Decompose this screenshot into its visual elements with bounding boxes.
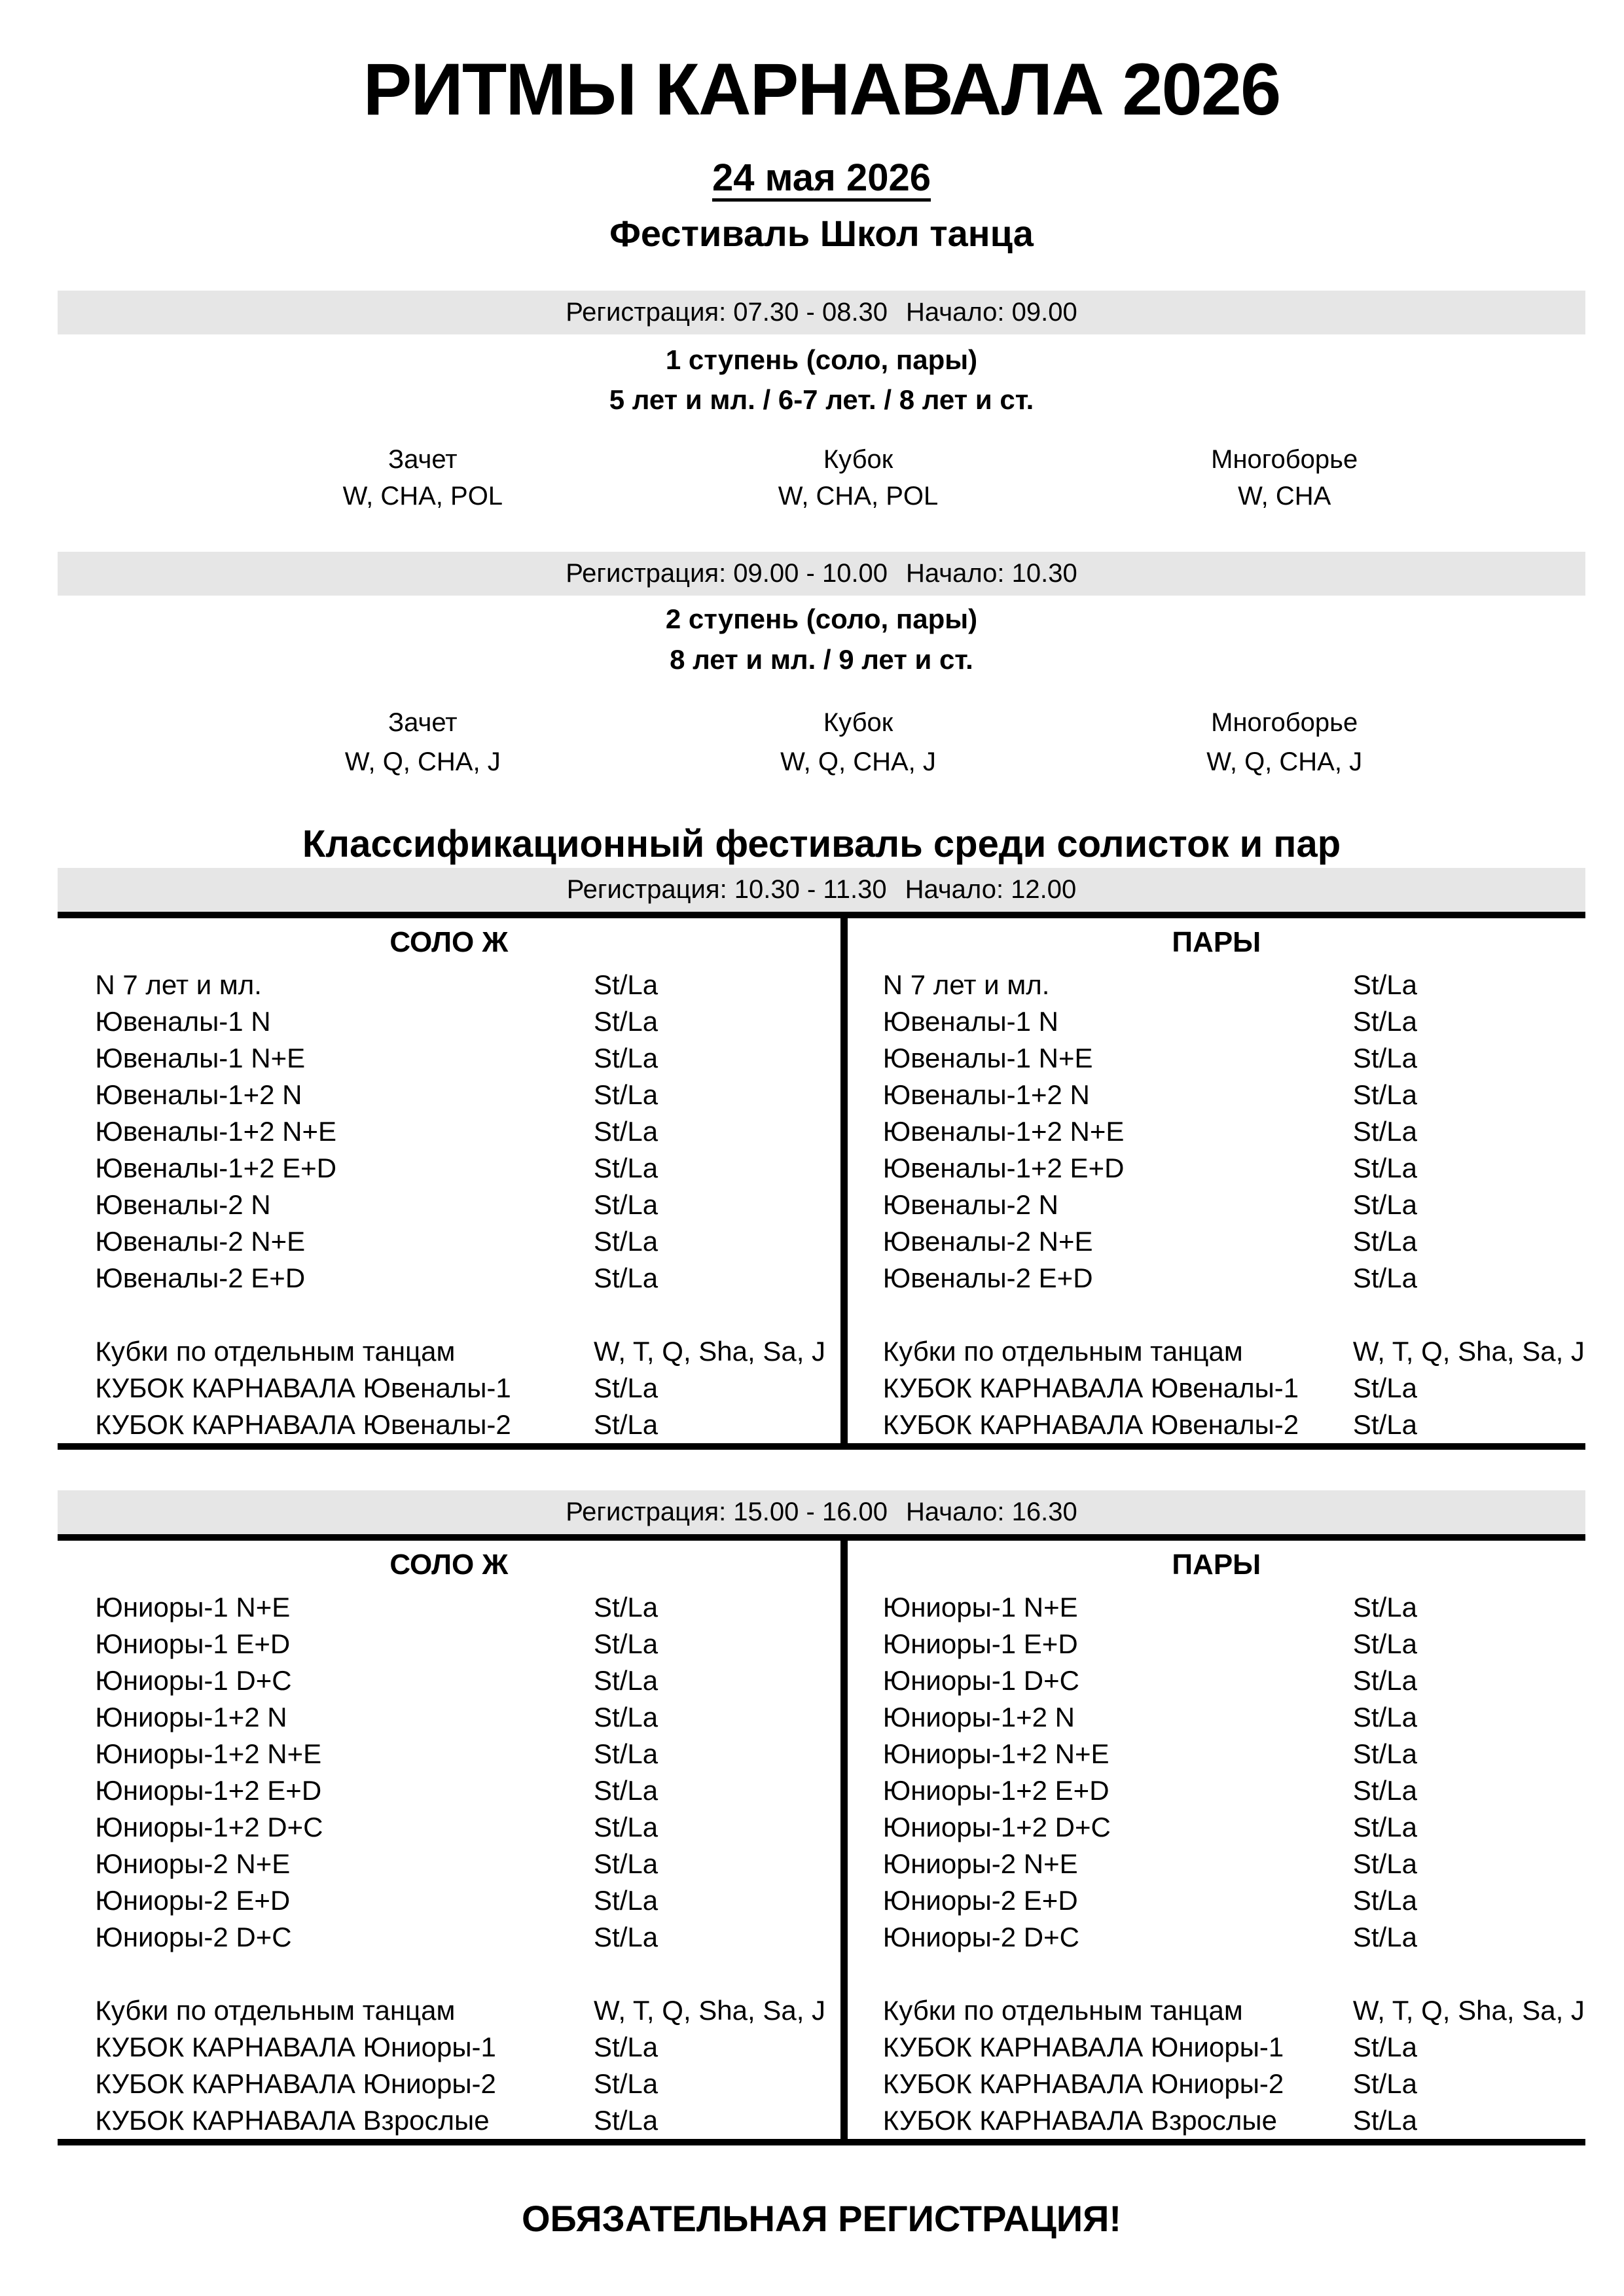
category-label: Юниоры-2 N+E xyxy=(95,1848,291,1879)
start-time: Начало: 10.30 xyxy=(906,559,1077,588)
category-marks: St/La xyxy=(1352,2105,1417,2136)
category-marks: St/La xyxy=(1352,1848,1417,1879)
category-marks: St/La xyxy=(1352,1006,1417,1037)
category-row xyxy=(58,1919,840,1956)
registration-bar xyxy=(58,868,1585,912)
section-heading: Классификационный фестиваль среди солисток и пар xyxy=(302,823,1341,865)
category-label: Ювеналы-1+2 N xyxy=(95,1079,302,1110)
event-date: 24 мая 2026 xyxy=(712,156,931,199)
table-rows-solo xyxy=(58,967,840,1443)
category-dances xyxy=(58,478,1585,514)
category-row xyxy=(58,2029,840,2066)
category-label: Ювеналы-1 N xyxy=(882,1006,1059,1037)
category-row xyxy=(848,1077,1585,1113)
registration-bar xyxy=(58,291,1585,334)
category-marks: St/La xyxy=(594,1665,659,1696)
category-row xyxy=(848,1113,1585,1150)
category-label: КУБОК КАРНАВАЛА Юниоры-2 xyxy=(95,2068,496,2099)
stage-line: 2 ступень (соло, пары) xyxy=(665,603,978,634)
category-row xyxy=(58,1882,840,1919)
column-label: Зачет xyxy=(388,708,458,737)
category-marks: St/La xyxy=(1352,1592,1417,1623)
category-marks: St/La xyxy=(594,1079,659,1110)
category-marks: St/La xyxy=(1352,1665,1417,1696)
table-header-solo: СОЛО Ж xyxy=(389,926,509,958)
registration-time: Регистрация: 10.30 - 11.30 xyxy=(566,875,887,904)
category-row xyxy=(58,1077,840,1113)
category-label: Ювеналы-1 N+E xyxy=(882,1043,1093,1073)
registration-time: Регистрация: 09.00 - 10.00 xyxy=(566,559,888,588)
category-row xyxy=(848,1223,1585,1260)
category-columns xyxy=(58,704,1585,741)
category-marks: St/La xyxy=(1352,1263,1417,1293)
category-label: Ювеналы-1+2 N+E xyxy=(882,1116,1125,1147)
category-marks: St/La xyxy=(1352,1116,1417,1147)
category-row xyxy=(848,1919,1585,1956)
category-label: Юниоры-2 E+D xyxy=(882,1885,1078,1916)
category-label xyxy=(848,1956,1353,1992)
category-row xyxy=(848,2066,1585,2102)
category-label: Юниоры-1 D+C xyxy=(882,1665,1079,1696)
category-marks: St/La xyxy=(1352,1153,1417,1183)
page-title: РИТМЫ КАРНАВАЛА 2026 xyxy=(363,48,1280,130)
category-row xyxy=(848,1150,1585,1187)
table-half-pairs xyxy=(848,1541,1585,2139)
table-half-pairs xyxy=(848,918,1585,1443)
category-table xyxy=(58,912,1585,1450)
category-row xyxy=(58,1370,840,1407)
category-label: Ювеналы-2 E+D xyxy=(95,1263,306,1293)
category-row xyxy=(848,1846,1585,1882)
category-row xyxy=(58,2102,840,2139)
category-row xyxy=(58,1809,840,1846)
category-row xyxy=(58,1040,840,1077)
category-row xyxy=(58,1846,840,1882)
category-label: Юниоры-2 E+D xyxy=(95,1885,291,1916)
category-label: Юниоры-1+2 E+D xyxy=(95,1775,322,1806)
category-marks: St/La xyxy=(1352,2032,1417,2062)
category-label: Юниоры-1+2 N+E xyxy=(95,1738,322,1769)
category-marks: St/La xyxy=(1352,1812,1417,1842)
category-row xyxy=(848,1882,1585,1919)
category-label: Юниоры-2 N+E xyxy=(882,1848,1078,1879)
category-row xyxy=(848,1333,1585,1370)
category-marks: St/La xyxy=(594,2105,659,2136)
ages-line: 5 лет и мл. / 6-7 лет. / 8 лет и ст. xyxy=(609,384,1034,415)
category-row xyxy=(848,1589,1585,1626)
category-label: Юниоры-1 N+E xyxy=(882,1592,1078,1623)
table-header-solo: СОЛО Ж xyxy=(389,1549,509,1581)
category-label: Юниоры-1 E+D xyxy=(95,1628,291,1659)
start-time: Начало: 16.30 xyxy=(906,1498,1077,1526)
registration-bar xyxy=(58,552,1585,596)
table-header-pairs: ПАРЫ xyxy=(1172,926,1261,958)
category-marks: St/La xyxy=(1352,1189,1417,1220)
column-dances: W, CHA, POL xyxy=(778,482,939,511)
category-row xyxy=(58,1736,840,1772)
category-row xyxy=(58,1260,840,1297)
category-row xyxy=(848,1040,1585,1077)
category-label xyxy=(58,1956,594,1992)
registration-time: Регистрация: 07.30 - 08.30 xyxy=(566,298,888,327)
registration-time: Регистрация: 15.00 - 16.00 xyxy=(566,1498,888,1526)
category-row xyxy=(848,1260,1585,1297)
category-label: Юниоры-1 D+C xyxy=(95,1665,292,1696)
category-dances xyxy=(58,744,1585,780)
category-row xyxy=(58,1333,840,1370)
category-label: Кубки по отдельным танцам xyxy=(882,1336,1243,1367)
category-marks: St/La xyxy=(1352,1079,1417,1110)
category-row xyxy=(848,1662,1585,1699)
column-dances: W, CHA, POL xyxy=(342,482,503,511)
category-row xyxy=(848,2102,1585,2139)
category-row xyxy=(848,1626,1585,1662)
category-label: N 7 лет и мл. xyxy=(882,969,1050,1000)
category-label: КУБОК КАРНАВАЛА Ювеналы-1 xyxy=(882,1372,1299,1403)
registration-bar xyxy=(58,1490,1585,1534)
ages-line: 8 лет и мл. / 9 лет и ст. xyxy=(670,644,973,675)
category-row xyxy=(848,1699,1585,1736)
category-label: Юниоры-2 D+C xyxy=(95,1922,292,1952)
category-row xyxy=(58,1223,840,1260)
category-label: Ювеналы-2 N+E xyxy=(95,1226,306,1257)
category-label: Юниоры-2 D+C xyxy=(882,1922,1079,1952)
table-rows-solo xyxy=(58,1589,840,2139)
category-marks: St/La xyxy=(1352,1922,1417,1952)
category-marks: St/La xyxy=(594,1922,659,1952)
category-marks: St/La xyxy=(594,1738,659,1769)
column-dances: W, Q, CHA, J xyxy=(780,747,936,776)
category-marks: W, T, Q, Sha, Sa, J xyxy=(594,1995,826,2026)
category-label: Ювеналы-1+2 N+E xyxy=(95,1116,337,1147)
category-label: Ювеналы-2 N xyxy=(95,1189,271,1220)
category-row xyxy=(58,1626,840,1662)
category-row xyxy=(58,1956,840,1992)
category-label: Кубки по отдельным танцам xyxy=(882,1995,1243,2026)
table-rows-pairs xyxy=(848,967,1585,1443)
category-label: Юниоры-1+2 E+D xyxy=(882,1775,1110,1806)
category-label: Ювеналы-2 N xyxy=(882,1189,1059,1220)
footer-note: ОБЯЗАТЕЛЬНАЯ РЕГИСТРАЦИЯ! xyxy=(521,2198,1122,2239)
category-label: КУБОК КАРНАВАЛА Ювеналы-2 xyxy=(95,1409,511,1440)
category-marks: St/La xyxy=(594,1372,659,1403)
category-row xyxy=(58,1297,840,1333)
category-label: Юниоры-1+2 D+C xyxy=(95,1812,323,1842)
category-marks: St/La xyxy=(594,1263,659,1293)
category-label: Ювеналы-1+2 N xyxy=(882,1079,1090,1110)
category-label: КУБОК КАРНАВАЛА Юниоры-2 xyxy=(882,2068,1284,2099)
category-label: Кубки по отдельным танцам xyxy=(95,1336,456,1367)
category-label: Юниоры-1 E+D xyxy=(882,1628,1078,1659)
category-marks: St/La xyxy=(1352,969,1417,1000)
category-label: Ювеналы-1 N xyxy=(95,1006,271,1037)
category-row xyxy=(848,1003,1585,1040)
category-row xyxy=(58,1113,840,1150)
category-marks: W, T, Q, Sha, Sa, J xyxy=(594,1336,826,1367)
category-row xyxy=(848,1187,1585,1223)
category-label xyxy=(848,1297,1353,1333)
category-row xyxy=(58,1187,840,1223)
category-label: Юниоры-1+2 N+E xyxy=(882,1738,1110,1769)
category-label: Юниоры-1+2 N xyxy=(95,1702,287,1732)
category-label: КУБОК КАРНАВАЛА Ювеналы-1 xyxy=(95,1372,511,1403)
category-row xyxy=(848,1736,1585,1772)
column-label: Кубок xyxy=(823,445,893,474)
category-label: КУБОК КАРНАВАЛА Ювеналы-2 xyxy=(882,1409,1299,1440)
category-row xyxy=(848,967,1585,1003)
column-label: Многоборье xyxy=(1211,708,1358,737)
category-marks: W, T, Q, Sha, Sa, J xyxy=(1352,1995,1585,2026)
category-marks: St/La xyxy=(594,1043,659,1073)
category-row xyxy=(58,1407,840,1443)
column-label: Зачет xyxy=(388,445,458,474)
stage-line: 1 ступень (соло, пары) xyxy=(665,344,978,375)
category-marks: St/La xyxy=(594,1409,659,1440)
category-row xyxy=(848,1809,1585,1846)
category-marks: St/La xyxy=(1352,1372,1417,1403)
category-marks: St/La xyxy=(594,1775,659,1806)
category-marks: St/La xyxy=(594,1848,659,1879)
category-marks: St/La xyxy=(1352,1628,1417,1659)
category-label xyxy=(58,1297,594,1333)
category-label: Ювеналы-1+2 E+D xyxy=(882,1153,1125,1183)
category-label: Юниоры-1 N+E xyxy=(95,1592,291,1623)
category-marks: St/La xyxy=(594,1116,659,1147)
category-row xyxy=(58,1589,840,1626)
start-time: Начало: 12.00 xyxy=(905,875,1077,904)
category-row xyxy=(58,2066,840,2102)
category-label: КУБОК КАРНАВАЛА Юниоры-1 xyxy=(95,2032,496,2062)
category-label: КУБОК КАРНАВАЛА Взрослые xyxy=(95,2105,490,2136)
category-marks: W, T, Q, Sha, Sa, J xyxy=(1352,1336,1585,1367)
category-label: Ювеналы-2 N+E xyxy=(882,1226,1093,1257)
category-label: Юниоры-1+2 N xyxy=(882,1702,1075,1732)
category-marks: St/La xyxy=(1352,1775,1417,1806)
category-table xyxy=(58,1534,1585,2145)
category-marks: St/La xyxy=(1352,2068,1417,2099)
category-label: КУБОК КАРНАВАЛА Юниоры-1 xyxy=(882,2032,1284,2062)
category-label: Ювеналы-1 N+E xyxy=(95,1043,306,1073)
category-marks: St/La xyxy=(1352,1885,1417,1916)
category-label: Ювеналы-1+2 E+D xyxy=(95,1153,337,1183)
column-dances: W, Q, CHA, J xyxy=(344,747,501,776)
category-row xyxy=(58,1699,840,1736)
table-half-solo xyxy=(58,1541,848,2139)
category-columns xyxy=(58,441,1585,478)
category-row xyxy=(848,1297,1585,1333)
category-row xyxy=(58,1150,840,1187)
category-row xyxy=(848,1956,1585,1992)
category-row xyxy=(848,1370,1585,1407)
table-half-solo xyxy=(58,918,848,1443)
event-subtitle: Фестиваль Школ танца xyxy=(609,213,1034,254)
category-row xyxy=(58,1992,840,2029)
category-row xyxy=(58,1003,840,1040)
category-label: N 7 лет и мл. xyxy=(95,969,262,1000)
category-row xyxy=(848,1407,1585,1443)
category-marks: St/La xyxy=(594,1226,659,1257)
category-marks: St/La xyxy=(594,969,659,1000)
category-marks: St/La xyxy=(594,1702,659,1732)
category-row xyxy=(848,1992,1585,2029)
category-row xyxy=(848,2029,1585,2066)
category-marks: St/La xyxy=(1352,1702,1417,1732)
table-rows-pairs xyxy=(848,1589,1585,2139)
category-label: Кубки по отдельным танцам xyxy=(95,1995,456,2026)
start-time: Начало: 09.00 xyxy=(906,298,1077,327)
column-label: Кубок xyxy=(823,708,893,737)
category-marks: St/La xyxy=(594,1885,659,1916)
category-marks: St/La xyxy=(594,1592,659,1623)
category-row xyxy=(58,967,840,1003)
category-marks: St/La xyxy=(594,1812,659,1842)
column-dances: W, Q, CHA, J xyxy=(1206,747,1363,776)
category-marks: St/La xyxy=(594,1189,659,1220)
category-row xyxy=(58,1772,840,1809)
category-row xyxy=(848,1772,1585,1809)
category-marks: St/La xyxy=(1352,1226,1417,1257)
category-marks: St/La xyxy=(1352,1043,1417,1073)
category-marks: St/La xyxy=(594,2068,659,2099)
category-marks: St/La xyxy=(594,1153,659,1183)
category-marks: St/La xyxy=(594,2032,659,2062)
category-row xyxy=(58,1662,840,1699)
category-label: КУБОК КАРНАВАЛА Взрослые xyxy=(882,2105,1277,2136)
category-label: Юниоры-1+2 D+C xyxy=(882,1812,1111,1842)
category-label: Ювеналы-2 E+D xyxy=(882,1263,1093,1293)
category-marks: St/La xyxy=(594,1006,659,1037)
category-marks: St/La xyxy=(594,1628,659,1659)
table-header-pairs: ПАРЫ xyxy=(1172,1549,1261,1581)
column-label: Многоборье xyxy=(1211,445,1358,474)
column-dances: W, CHA xyxy=(1238,482,1331,511)
category-marks: St/La xyxy=(1352,1738,1417,1769)
category-marks: St/La xyxy=(1352,1409,1417,1440)
